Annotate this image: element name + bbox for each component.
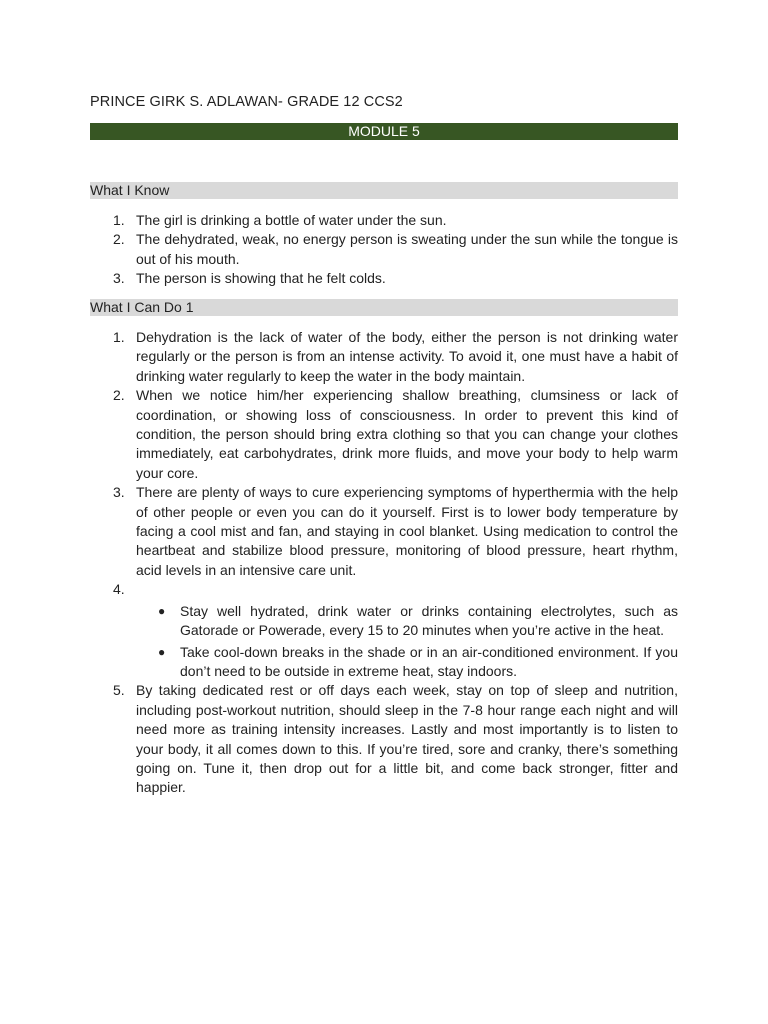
- list-item: 3. There are plenty of ways to cure experiencing symptoms of hyperthermia with the help of other people or even you can do it yourself. First is to lower body temperature by facing a cool mist and fan, and staying in cool blanket. Using medication to control the heartbeat and stabilize blood pressure, monitoring of blood pressure, heart rhythm, acid levels in an intensive care unit.: [113, 484, 678, 578]
- bullet-icon: ●: [158, 603, 166, 618]
- what-i-can-do-list: [90, 328, 678, 798]
- student-name-line: PRINCE GIRK S. ADLAWAN- GRADE 12 CCS2: [90, 94, 403, 110]
- list-item: 1. Dehydration is the lack of water of the body, either the person is not drinking water regularly or the person is from an intense activity. To avoid it, one must have a habit of drinking water regularly to keep the water in the body maintain.: [113, 329, 678, 384]
- list-item: 4.: [113, 581, 125, 598]
- section-what-i-know: What I Know: [90, 182, 678, 199]
- list-item: 2. When we notice him/her experiencing shallow breathing, clumsiness or lack of coordination, or showing loss of consciousness. In order to prevent this kind of condition, the person should bring extra clothing so that you can change your clothes immediately, eat carbohydrates, drink more fluids, and move your body to help warm your core.: [113, 387, 678, 481]
- module-title-bar: MODULE 5: [90, 123, 678, 140]
- bullet-icon: ●: [158, 644, 166, 659]
- list-item: 2. The dehydrated, weak, no energy person is sweating under the sun while the tongue is out of his mouth.: [113, 231, 678, 267]
- list-item: 3. The person is showing that he felt colds.: [113, 270, 386, 287]
- bullet-item: ● Take cool-down breaks in the shade or in an air-conditioned environment. If you don’t need to be outside in extreme heat, stay indoors.: [158, 643, 678, 679]
- what-i-know-list: [90, 211, 678, 289]
- section-what-i-can-do: What I Can Do 1: [90, 299, 678, 316]
- list-item: 5. By taking dedicated rest or off days each week, stay on top of sleep and nutrition, including post-workout nutrition, should sleep in the 7-8 hour range each night and will need more as training intensity increases. Lastly and most importantly is to listen to your body, it all comes down to this. If you’re tired, sore and cranky, there’s something going on. Tune it, then drop out for a little bit, and come back stronger, fitter and happier.: [113, 682, 678, 796]
- list-item: 1. The girl is drinking a bottle of water under the sun.: [113, 212, 447, 228]
- bullet-item: ● Stay well hydrated, drink water or drinks containing electrolytes, such as Gatorade or Powerade, every 15 to 20 minutes when you’re active in the heat.: [158, 602, 678, 639]
